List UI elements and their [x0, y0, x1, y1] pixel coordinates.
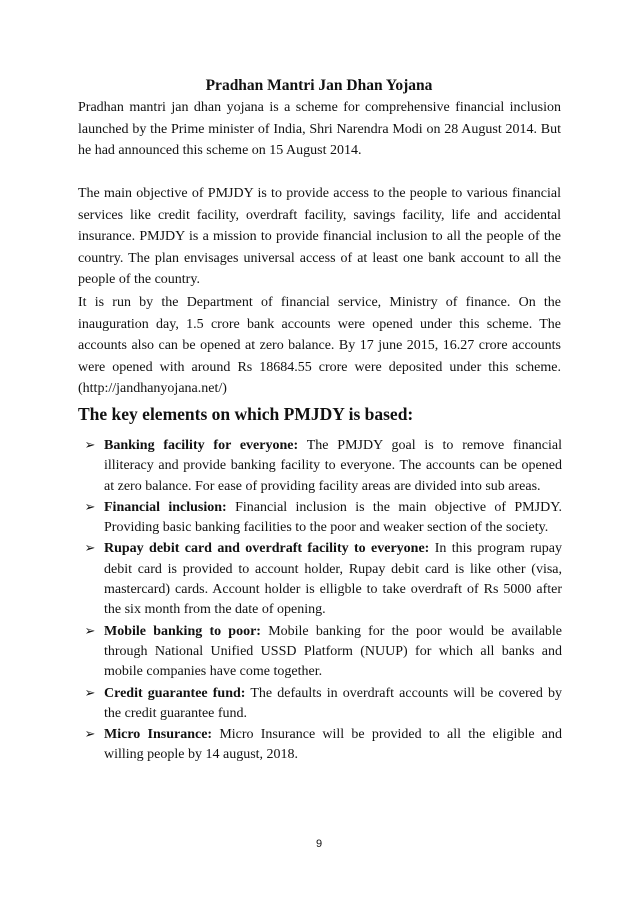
arrow-bullet-icon: ➢	[84, 727, 96, 743]
list-item-label: Financial inclusion:	[104, 499, 227, 515]
arrow-bullet-icon: ➢	[84, 499, 96, 515]
arrow-bullet-icon: ➢	[84, 623, 96, 639]
section-heading: The key elements on which PMJDY is based:	[78, 404, 414, 424]
list-item-text: Financial inclusion is the main objective of PMJDY. Providing basic banking facilities to the poor and weaker section of the society.	[104, 499, 562, 536]
list-item-text: In this program rupay debit card is provided to account holder, Rupay debit card is like other (visa, mastercard) cards. Account holder is elligble to take overdraft of Rs 5000 after the six month from the date of opening.	[104, 541, 562, 618]
list-item	[82, 436, 562, 497]
list-item-label: Rupay debit card and overdraft facility to everyone:	[104, 541, 430, 557]
page-title: Pradhan Mantri Jan Dhan Yojana	[205, 77, 433, 94]
list-item-text: The PMJDY goal is to remove financial illiteracy and provide banking facility to everyone. The accounts can be opened at zero balance. For ease of providing facility areas are divided into sub areas.	[104, 438, 562, 494]
administration-paragraph: It is run by the Department of financial service, Ministry of finance. On the inauguration day, 1.5 crore bank accounts were opened under this scheme. The accounts also can be opened at zero balance. By 17 june 2015, 16.27 crore accounts were opened with around Rs 18684.55 crore were deposited under this scheme. (http://jandhanyojana.net/)	[78, 295, 561, 396]
list-item	[82, 684, 562, 725]
list-item	[82, 539, 562, 620]
list-item-text: Mobile banking for the poor would be available through National Unified USSD Platform (NUUP) for which all banks and mobile companies have come together.	[104, 623, 563, 680]
list-item-text: The defaults in overdraft accounts will be covered by the credit guarantee fund.	[104, 685, 562, 721]
list-item-label: Micro Insurance:	[104, 727, 213, 743]
arrow-bullet-icon: ➢	[84, 685, 96, 701]
arrow-bullet-icon: ➢	[84, 541, 96, 557]
list-item-label: Banking facility for everyone:	[104, 438, 299, 453]
key-elements-list	[82, 436, 562, 766]
list-item-label: Mobile banking to poor:	[104, 623, 261, 639]
objective-paragraph: The main objective of PMJDY is to provide access to the people to various financial services like credit facility, overdraft facility, savings facility, life and accidental insurance. PMJDY is a mission to provide financial inclusion to all the people of the country. The plan envisages universal access of at least one bank account to all the people of the country.	[78, 186, 561, 287]
page-number: 9	[315, 838, 323, 850]
arrow-bullet-icon: ➢	[84, 438, 96, 453]
list-item	[82, 498, 562, 539]
intro-paragraph: Pradhan mantri jan dhan yojana is a scheme for comprehensive financial inclusion launched by the Prime minister of India, Shri Narendra Modi on 28 August 2014. But he had announced this scheme on 15 August 2014.	[78, 100, 561, 158]
list-item	[82, 622, 562, 683]
list-item-label: Credit guarantee fund:	[104, 685, 246, 701]
list-item	[82, 725, 562, 766]
list-item-text: Micro Insurance will be provided to all the eligible and willing people by 14 august, 2018.	[104, 727, 562, 763]
